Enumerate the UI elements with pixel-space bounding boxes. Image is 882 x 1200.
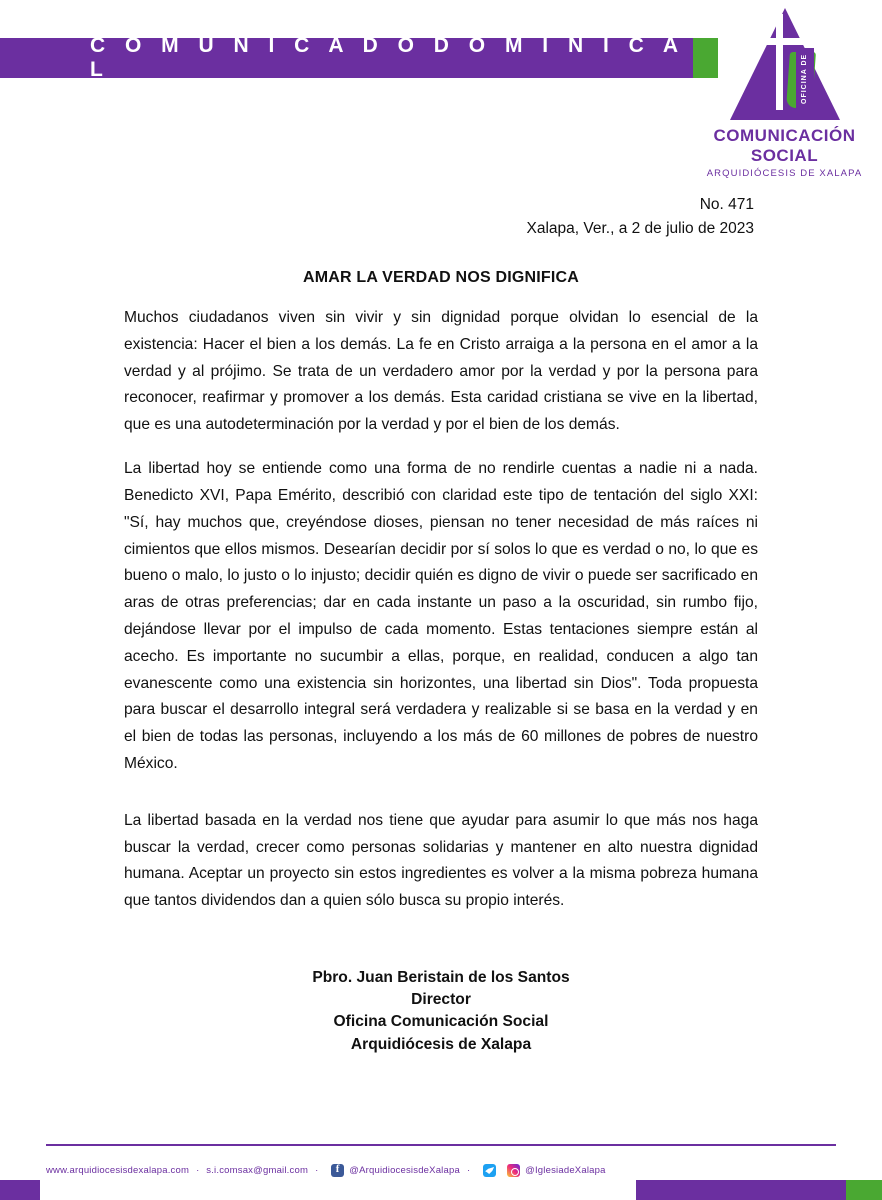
signature-office: Oficina Comunicación Social	[333, 1013, 549, 1031]
banner-bar	[0, 34, 693, 81]
footer-right-blocks	[636, 1180, 882, 1200]
footer-separator-3: ·	[466, 1165, 471, 1176]
facebook-icon[interactable]	[331, 1164, 344, 1177]
footer-facebook[interactable]: @ArquidiocesisdeXalapa	[349, 1165, 460, 1176]
logo-org-name: COMUNICACIÓN SOCIAL	[713, 126, 856, 165]
twitter-icon[interactable]	[483, 1164, 496, 1177]
footer-contacts	[46, 1164, 836, 1177]
logo-ribbon-label: OFICINA DE	[796, 48, 814, 110]
signature-role: Director	[411, 991, 471, 1009]
signature-diocese: Arquidiócesis de Xalapa	[350, 1035, 532, 1053]
organization-logo	[697, 8, 872, 179]
signature-block	[124, 967, 758, 1056]
document-number: No. 471	[699, 196, 754, 213]
banner-title: C O M U N I C A D O D O M I N I C A L	[90, 34, 685, 81]
instagram-icon[interactable]	[507, 1164, 520, 1177]
banner	[0, 34, 718, 81]
document-meta	[0, 193, 882, 241]
document-place-date: Xalapa, Ver., a 2 de julio de 2023	[526, 220, 754, 238]
footer-green-block	[846, 1180, 882, 1200]
page-title: AMAR LA VERDAD NOS DIGNIFICA	[302, 269, 580, 287]
paragraph-2: La libertad hoy se entiende como una forma de no rendirle cuentas a nadie ni a nada. Benedicto XVI, Papa Emérito, describió con claridad este tipo de tentación del siglo XXI: "Sí, hay muchos que, creyéndose dioses, piensan no tener necesidad de más raíces ni cimientos que ellos mismos. Desearían decidir por sí solos lo que es verdad o no, lo que es bueno o malo, lo justo o lo injusto; decidir quién es digno de vivir o puede ser sacrificado en aras de otras preferencias; dar en cada instante un paso a la oscuridad, sin rumbo fijo, dejándose llevar por el impulso de cada momento. Estas tentaciones siempre están al acecho. Es importante no sucumbir a ellas, porque, en realidad, conducen a algo tan evanescente como una existencia sin horizontes, una libertad sin Dios". Toda propuesta para buscar el desarrollo integral será verdadera y realizable si se basa en la verdad y en el bien de todas las personas, incluyendo a los más de 60 millones de pobres de nuestro México.	[124, 460, 758, 773]
footer-twitter-instagram[interactable]: @IglesiadeXalapa	[525, 1165, 606, 1176]
cross-icon	[776, 14, 783, 110]
logo-org-subtitle: ARQUIDIÓCESIS DE XALAPA	[706, 168, 863, 179]
footer-email[interactable]: s.i.comsax@gmail.com	[206, 1165, 309, 1176]
footer-left-block	[0, 1180, 40, 1200]
footer-separator-1: ·	[196, 1165, 200, 1176]
logo-mark-icon	[730, 8, 840, 120]
document-header	[0, 0, 882, 185]
footer-divider	[46, 1144, 836, 1146]
footer-website[interactable]: www.arquidiocesisdexalapa.com	[46, 1165, 190, 1176]
document-body	[0, 269, 882, 1056]
cross-bar-icon	[754, 38, 806, 45]
paragraph-3: La libertad basada en la verdad nos tiene que ayudar para asumir lo que más nos haga buscar la verdad, crecer como personas solidarias y mantener en alto nuestra dignidad humana. Aceptar un proyecto sin estos ingredientes es volver a la misma pobreza humana que tantos dividendos dan a quien sólo busca su propio interés.	[124, 811, 758, 910]
signature-name: Pbro. Juan Beristain de los Santos	[312, 969, 570, 987]
footer-purple-block	[636, 1180, 846, 1200]
document-footer	[0, 1138, 882, 1200]
paragraph-1: Muchos ciudadanos viven sin vivir y sin dignidad porque olvidan lo esencial de la existencia: Hacer el bien a los demás. La fe en Cristo arraiga a la persona en el amor a la verdad y al prójimo. Se trata de un verdadero amor por la verdad y por la persona para reconocer, reafirmar y promover a los demás. Esta caridad cristiana se vive en la libertad, que es una autodeterminación por la verdad y por el bien de los demás.	[124, 309, 758, 434]
footer-separator-2: ·	[315, 1165, 319, 1176]
logo-triangle-shape	[730, 8, 840, 120]
